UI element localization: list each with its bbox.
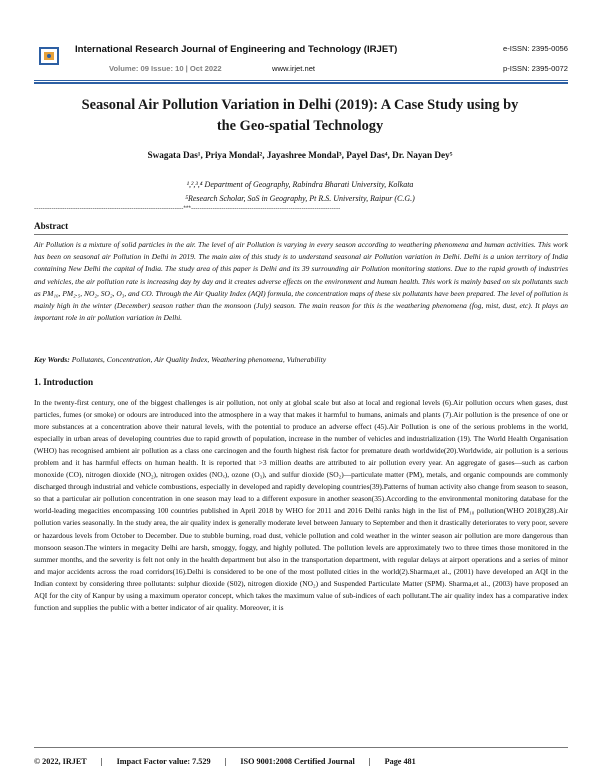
footer-iso: ISO 9001:2008 Certified Journal	[240, 757, 355, 766]
e-issn: e-ISSN: 2395-0056	[502, 44, 568, 53]
journal-header	[34, 36, 568, 84]
abstract-divider	[34, 234, 568, 235]
journal-name: International Research Journal of Engineering and Technology (IRJET)	[75, 44, 398, 55]
page-number: Page 481	[384, 757, 416, 766]
introduction-heading: 1. Introduction	[34, 377, 94, 387]
footer-impact-factor: Impact Factor value: 7.529	[116, 757, 211, 766]
title-line-1: Seasonal Air Pollution Variation in Delhi (2019): A Case Study using by	[81, 97, 519, 113]
footer-divider	[34, 747, 568, 748]
keywords-text: Pollutants, Concentration, Air Quality Index, Weathering phenomena, Vulnerability	[71, 355, 327, 364]
introduction-text: In the twenty-first century, one of the biggest challenges is air pollution, not only at global scale but also at local and regional levels (6).Air pollution occurs when gases, dust particles, fumes (or smoke) or odours are introduced into the atmosphere in a way that makes it harmful to humans, animals and plants (7).Air pollution is the presence of one or more substances at a concentration above their natural levels, with the potential to produce an adverse effect (45).Air Pollution is one of the serious problems in the world, especially in urban areas of developing countries due to rapid growth of population, increase in the number of vehicles and industrialization (19). The World Health Organisation (WHO) has recognised ambient air pollution as a class one carcinogen and the fourth highest risk factor for premature death worldwide(20).Worldwide, air pollution is a serious problem and it has harmful effects on human health. It is reported that >3 million deaths are attributed to air pollution every year. An aggregate of gases—such as carbon monoxide (CO), nitrogen dioxide (NO₂), nitrogen oxides (NOₓ), ozone (O₃), and sulfur dioxide (SO₂)—particulate matter (PM), metals, and organic compounds are commonly discharged through industrial and vehicle combustions, especially in developed and rapidly developing countries(39).Patterns of human activity also change from season to season, so that a particular air pollution concentration in one season may lead to a different exposure in another season(35).According to the environmental monitoring database for the world-leading megacities encompassing 100 countries published in April 2018 by WHO for 2011 and 2016 Delhi ranks high in the list of PM₁₀ pollution(WHO 2018)(28).Air pollution varies seasonally. In the study area, the air quality index is generally moderate level between January to September and then it drastically deteriorates to very poor, severe or hazardous levels from October to December. Due to stubble burning, road dust, vehicle pollution and cold weather in the winter season air pollution are more dangerous than monsoon season.The winters in megacity Delhi are harsh, smoggy, foggy, and highly polluted. The pollution levels are approximately two to three times those monitored in the summer months, and the severity is felt not only in the health department but also in the transportation department, with regular delays at airport operations and a series of minor and major accidents across the road corridors(16).Delhi is considered to be one of the most polluted cities in the world(2).Sharma,et al., (2001) have developed an AQI in the Indian context by considering three pollutants: sulphur dioxide (S02), nitrogen dioxide (NO₂) and Suspended Particulate Matter (SPM). Sharma,et al., (2003) have proposed an AQI for the city of Kanpur by using a maximum operator concept, which takes the maximum value of sub-indices of each pollutant.The air quality index has a comparative index function and supplies the public with a better indicator of air quality. Moreover, it is	[34, 398, 568, 612]
title-line-2: the Geo-spatial Technology	[216, 118, 384, 134]
abstract-heading: Abstract	[34, 221, 69, 231]
section-separator: ---------------------------------------------------------------------***---------------------------------------------------------------------	[34, 205, 341, 212]
affiliation-1: ¹,²,³,⁴ Department of Geography, Rabindra Bharati University, Kolkata	[186, 180, 414, 189]
paper-title	[30, 95, 570, 137]
header-divider-thick	[34, 82, 568, 84]
affiliation-2: ⁵Research Scholar, SoS in Geography, Pt R.S. University, Raipur (C.G.)	[185, 194, 415, 203]
author-list: Swagata Das¹, Priya Mondal², Jayashree Mondal³, Payel Das⁴, Dr. Nayan Dey⁵	[147, 150, 453, 160]
p-issn: p-ISSN: 2395-0072	[502, 64, 568, 73]
journal-website-link[interactable]: www.irjet.net	[272, 64, 316, 73]
keywords-label: Key Words:	[34, 355, 70, 364]
header-divider	[34, 80, 568, 81]
footer-copyright: © 2022, IRJET	[34, 757, 87, 766]
volume-issue: Volume: 09 Issue: 10 | Oct 2022	[109, 64, 222, 73]
keywords	[34, 355, 568, 364]
journal-logo-icon	[34, 40, 64, 78]
page-footer: © 2022, IRJET | Impact Factor value: 7.529 | ISO 9001:2008 Certified Journal | Page 481	[34, 757, 416, 766]
abstract-text: Air Pollution is a mixture of solid particles in the air. The level of air Pollution is varying in every season according to weathering phenomena and human activities. This work has been on seasonal air Pollution in Delhi in 2019. The main aim of this study is to understand seasonal air Pollution variation in Delhi. Delhi is a union territory of India containing New Delhi the capital of India. The study area of this paper is Delhi and its 39 surrounding air Pollution monitoring stations. Due to the rapid growth of industries and vehicles, the air pollution rate is increasing day by day and it creates adverse effects on the environment and human health. This work is mainly based on six pollutants such as PM₁₀, PM₂.₅, NO₂, SO₂, O₃, and CO. Through the Air Quality Index (AQI) formula, the concentration maps of these six pollutants have been prepared. The level of pollution is mainly high in the winter (December) season rather than the monsoon (July) season. The main reason for this is the weathering phenomena (fog, mist, dust, etc). It plays an important role in air pollution variation in Delhi.	[34, 240, 568, 323]
